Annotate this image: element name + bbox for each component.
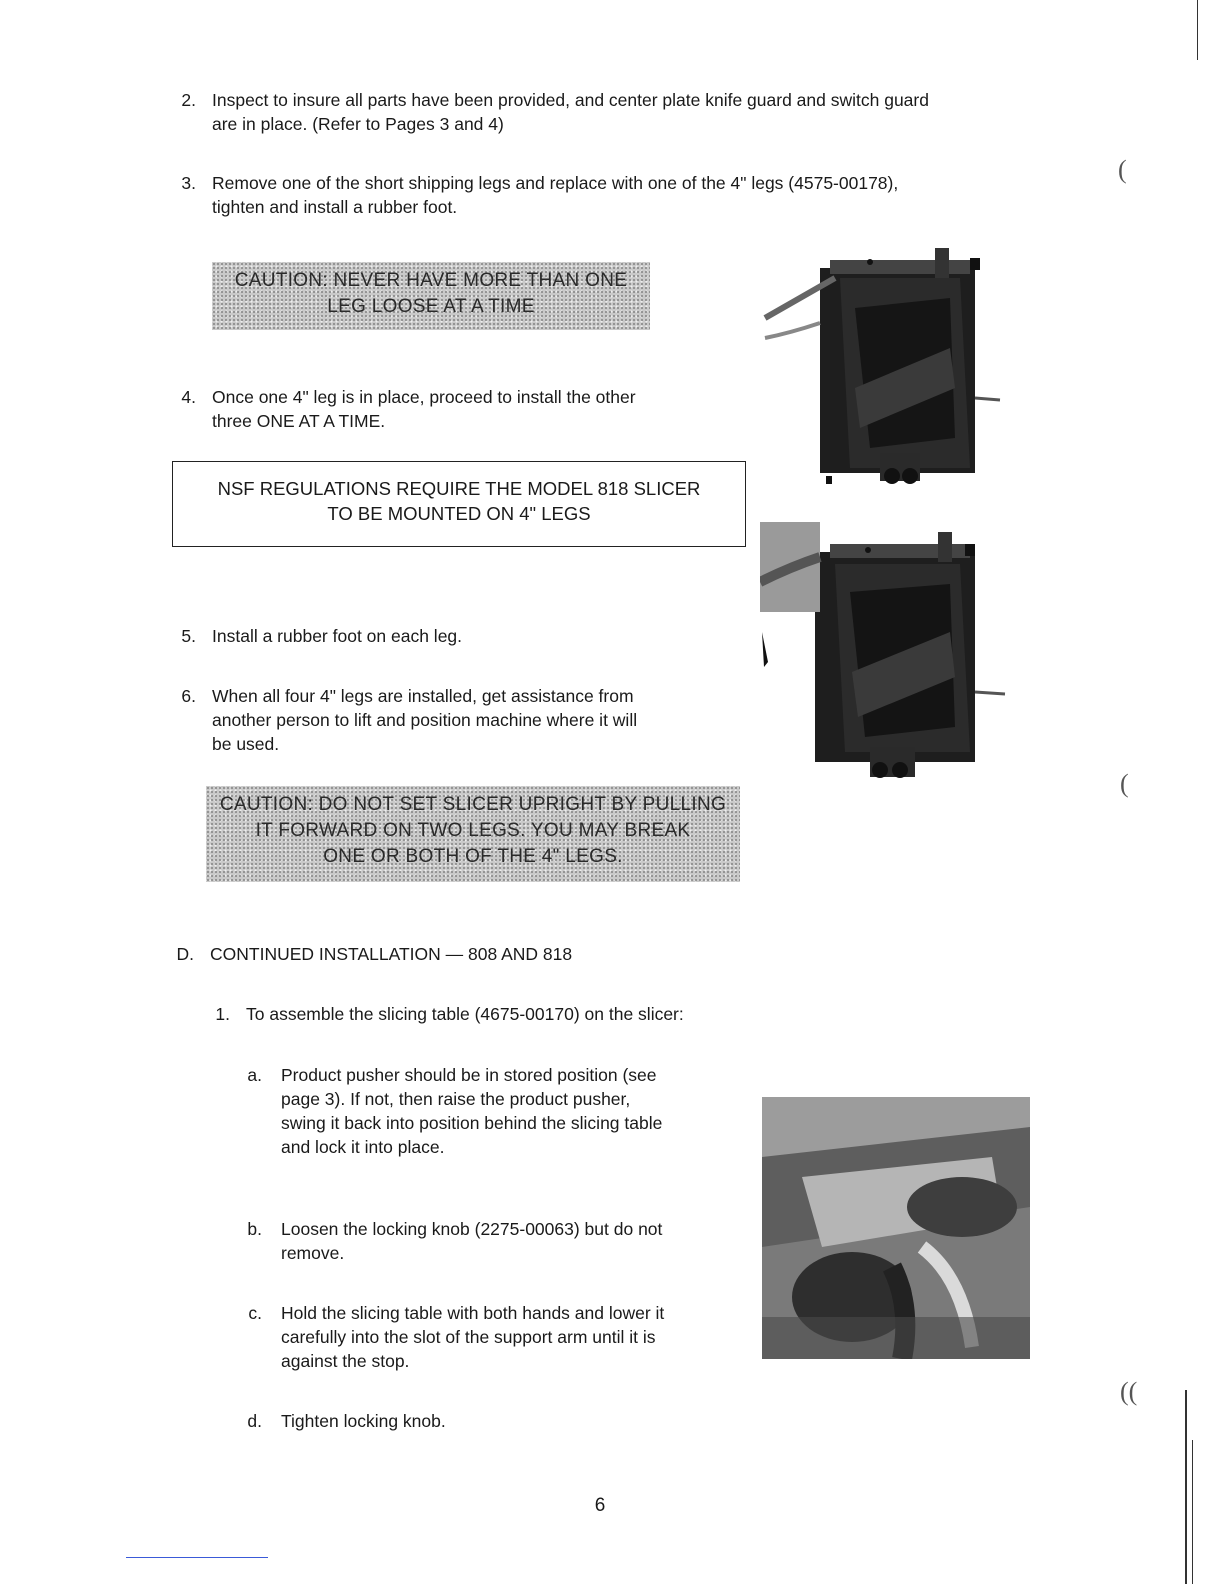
substep-text: Loosen the locking knob (2275-00063) but do not remove. <box>281 1219 663 1263</box>
scan-artifact-line <box>1197 0 1198 60</box>
caution-line: CAUTION: DO NOT SET SLICER UPRIGHT BY PULLING <box>219 794 727 815</box>
slicing-table-photo <box>762 1097 1030 1359</box>
item-text: Remove one of the short shipping legs and replace with one of the 4" legs (4575-00178), tighten and install a rubber foot. <box>212 173 899 217</box>
substep-letter: d. <box>247 1411 262 1431</box>
substep-text: Tighten locking knob. <box>281 1411 446 1431</box>
step-text: To assemble the slicing table (4675-00170) on the slicer: <box>246 1004 684 1024</box>
step-number: 1. <box>215 1004 230 1024</box>
section-title: CONTINUED INSTALLATION — 808 AND 818 <box>210 944 573 964</box>
caution-box <box>206 786 740 882</box>
scan-artifact-line <box>1185 1390 1187 1584</box>
scan-artifact-line <box>1192 1440 1193 1584</box>
substep-letter: c. <box>248 1303 262 1323</box>
slicer-leg-photo-bottom <box>760 522 1020 784</box>
caution-box <box>212 262 650 330</box>
caution-line: LEG LOOSE AT A TIME <box>327 296 535 317</box>
scan-artifact-underline <box>126 1557 268 1558</box>
item-text: When all four 4" legs are installed, get assistance from another person to lift and position machine where it will be used. <box>212 686 638 754</box>
substep-text: Product pusher should be in stored position (see page 3). If not, then raise the product pusher, swing it back into position behind the slicing table and lock it into place. <box>281 1065 663 1157</box>
scan-artifact-mark: (( <box>1120 1377 1138 1406</box>
item-text: Inspect to insure all parts have been provided, and center plate knife guard and switch guard are in place. (Refer to Pages 3 and 4) <box>212 90 929 134</box>
section-letter: D. <box>176 944 194 964</box>
item-number: 2. <box>181 90 196 110</box>
nsf-line: TO BE MOUNTED ON 4" LEGS <box>327 503 591 524</box>
substep-text: Hold the slicing table with both hands and lower it carefully into the slot of the support arm until it is against the stop. <box>281 1303 665 1371</box>
page-number: 6 <box>594 1495 606 1516</box>
substep-letter: a. <box>247 1065 262 1085</box>
nsf-line: NSF REGULATIONS REQUIRE THE MODEL 818 SLICER <box>217 478 701 499</box>
item-number: 4. <box>181 387 196 407</box>
item-text: Install a rubber foot on each leg. <box>212 626 463 646</box>
item-text: Once one 4" leg is in place, proceed to install the other three ONE AT A TIME. <box>212 387 636 431</box>
caution-line: ONE OR BOTH OF THE 4" LEGS. <box>323 846 623 867</box>
caution-line: CAUTION: NEVER HAVE MORE THAN ONE <box>234 270 628 291</box>
scan-artifact-mark: ( <box>1118 155 1127 184</box>
item-number: 6. <box>181 686 196 706</box>
scan-artifact-mark: ( <box>1120 769 1129 798</box>
item-number: 3. <box>181 173 196 193</box>
nsf-notice-box <box>172 461 746 547</box>
item-number: 5. <box>181 626 196 646</box>
slicer-leg-photo-top <box>760 238 1020 493</box>
substep-letter: b. <box>247 1219 262 1239</box>
caution-line: IT FORWARD ON TWO LEGS. YOU MAY BREAK <box>255 820 691 841</box>
